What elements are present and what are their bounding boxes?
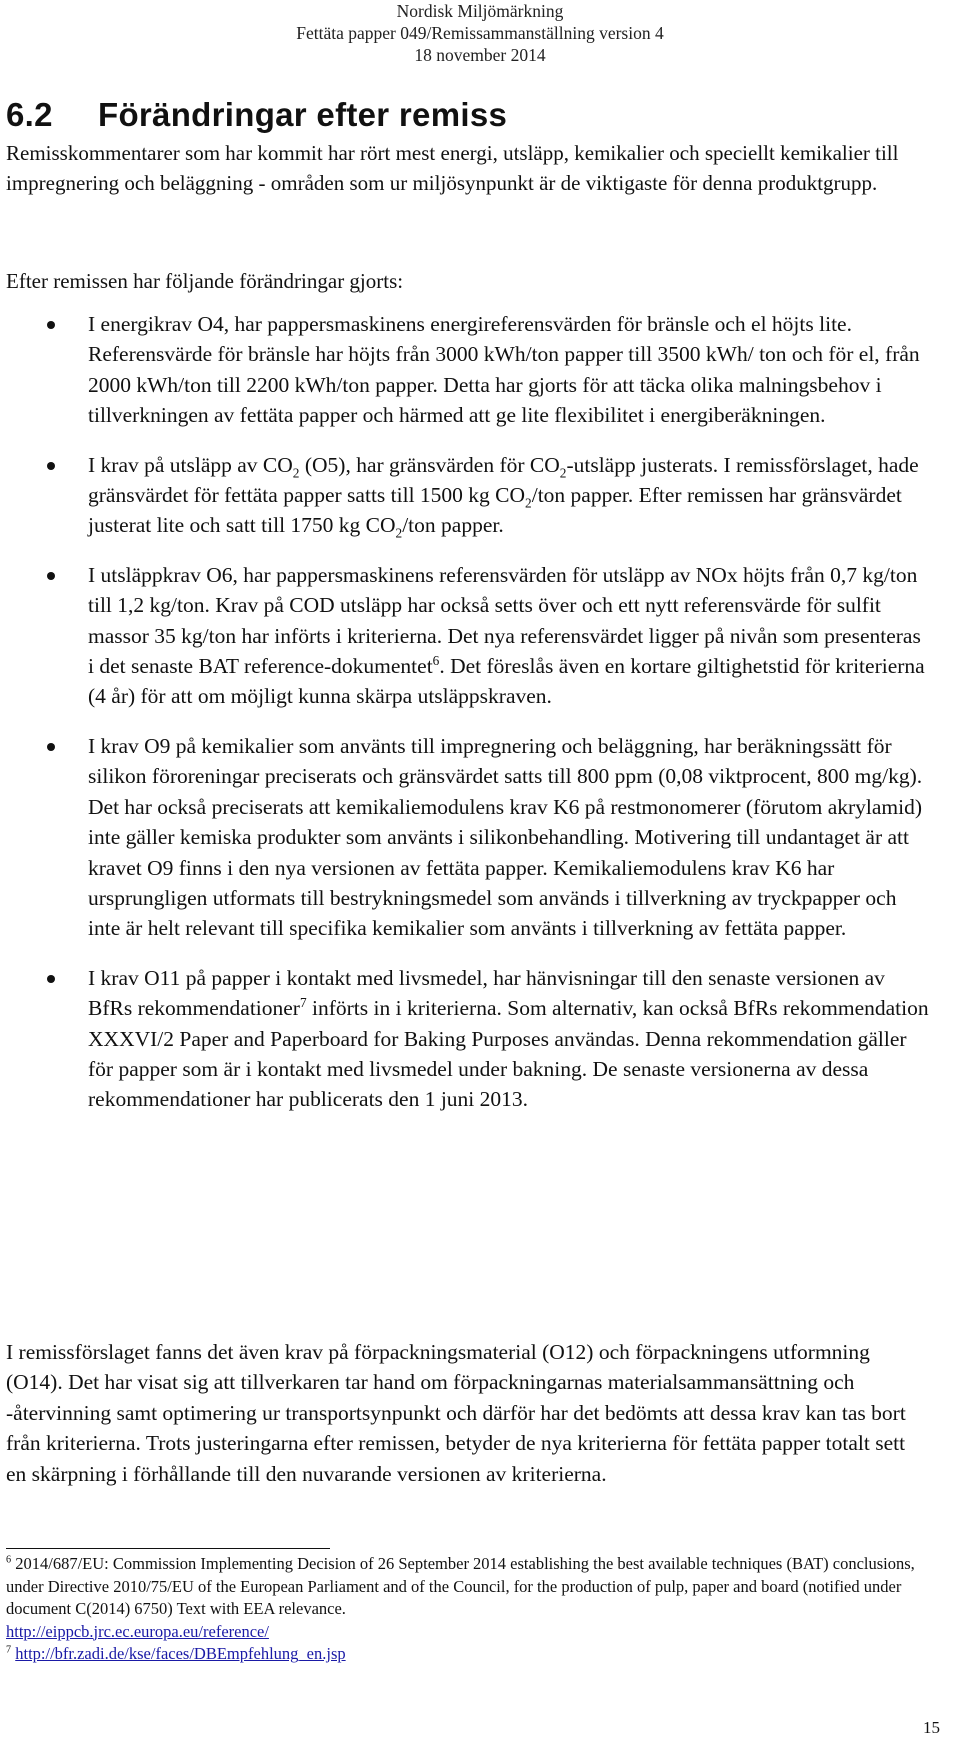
bullet-icon (47, 975, 55, 983)
footnote-7: $^7$ http://bfr.zadi.de/kse/faces/DBEmpfehlung_en.jsp (6, 1644, 346, 1663)
list-item (0, 450, 930, 541)
footnote-ref-7: 7 (299, 994, 307, 1010)
lead-paragraph: Efter remissen har följande förändringar gjorts: (6, 269, 404, 293)
bullet-icon (47, 743, 55, 751)
bullet-icon (47, 321, 55, 329)
footnotes (6, 1553, 931, 1666)
list-item-text: I energikrav O4, har pappersmaskinens energireferensvärden för bränsle och el höjts lite. Referensvärde för bränsle har höjts från 3000 kWh/ton papper till 3500 kWh/ ton och för el, från 2000 kWh/ton till 2200 kWh/ton papper. Detta har gjorts för att täcka olika malningsbehov i tillverkningen av fettäta papper och härmed att ge lite flexibilitet i energiberäkningen. (88, 312, 920, 428)
list-item-text: I krav O9 på kemikalier som använts till impregnering och beläggning, har beräkningssätt för silikon föroreningar preciserats och gränsvärdet satts till 800 ppm (0,08 viktprocent, 800 mg/kg). Det har också preciserats att kemikaliemodulens krav K6 på restmonomerer (förutom akrylamid) inte gäller kemiska produkter som använts i silikonbehandling. Motivering till undantaget är att kravet O9 finns i den nya versionen av fettäta papper. Kemikaliemodulens krav K6 har ursprungligen utformats till bestrykningsmedel som används i tillverkning av tryckpapper och inte är helt relevant till specifika kemikalier som använts i tillverkning av fettäta papper. (88, 733, 923, 941)
closing-paragraph: I remissförslaget fanns det även krav på förpackningsmaterial (O12) och förpackningens utformning (O14). Det har visat sig att tillverkaren tar hand om förpackningarnas materialsammansättning och -återvinning samt optimering ur transportsynpunkt och därför har det bedömts att dessa krav kan tas bort från kriterierna. Trots justeringarna efter remissen, betyder de nya kriterierna för fettäta papper totalt sett en skärpning i förhållande till den nuvarande versionen av kriterierna. (6, 1340, 906, 1486)
footnote-7-link[interactable]: http://bfr.zadi.de/kse/faces/DBEmpfehlung_en.jsp (15, 1644, 346, 1663)
bullet-icon (47, 462, 55, 470)
bullet-icon (47, 572, 55, 580)
list-item-text: I krav på utsläpp av $CO_2$ (O5), har gränsvärden för $CO_2$-utsläpp justerats. I remissförslaget, hade gränsvärdet för fettäta papper satts till 1500 kg $CO_2$/ton papper. Efter remissen har gränsvärdet justerat lite och satt till 1750 kg $CO_2$/ton papper. (88, 452, 919, 541)
changes-list (0, 309, 930, 1134)
footnote-6: $^6$ 2014/687/EU: Commission Implementing Decision of 26 September 2014 establishing the best available techniques (BAT) conclusions, under Directive 2010/75/EU of the European Parliament and of the Council, for the production of pulp, paper and board (notified under document C(2014) 6750) Text with EEA relevance. (6, 1554, 915, 1618)
footnote-divider (6, 1548, 330, 1549)
section-number: 6.2 (6, 96, 53, 133)
footnote-6-link[interactable]: http://eippcb.jrc.ec.europa.eu/reference/ (6, 1621, 269, 1641)
list-item (0, 731, 930, 944)
list-item (0, 309, 930, 431)
section-heading (6, 96, 507, 134)
list-item-text: I utsläppkrav O6, har pappersmaskinens referensvärden för utsläpp av NOx höjts från 0,7 kg/ton till 1,2 kg/ton. Krav på COD utsläpp har också setts över och ett nytt referensvärde för sulfit massor 35 kg/ton har införts i kriterierna. Det nya referensvärdet ligger på nivån som presenteras i det senaste BAT reference-dokumentet$^6$. Det föreslås även en kortare giltighetstid för kriterierna (4 år) för att om möjligt kunna skärpa utsläppskraven. (88, 562, 925, 709)
list-item (0, 560, 930, 712)
footnote-6-link-line (6, 1621, 931, 1644)
footnote-ref-6: 6 (432, 652, 440, 668)
header-document: Fettäta papper 049/Remissammanställning version 4 (296, 23, 664, 43)
intro-paragraph: Remisskommentarer som har kommit har rört mest energi, utsläpp, kemikalier och speciellt kemikalier till impregnering och beläggning - områden som ur miljösynpunkt är de viktigaste för denna produktgrupp. (6, 141, 899, 196)
section-title: Förändringar efter remiss (98, 96, 508, 133)
page-number: 15 (923, 1718, 940, 1737)
list-item (0, 963, 930, 1115)
list-item-text: I krav O11 på papper i kontakt med livsmedel, har hänvisningar till den senaste versionen av BfRs rekommendationer$^7$ införts in i kriterierna. Som alternativ, kan också BfRs rekommendation XXXVI/2 Paper and Paperboard for Baking Purposes användas. Denna rekommendation gäller för papper som är i kontakt med livsmedel under bakning. De senaste versionerna av dessa rekommendationer har publicerats den 1 juni 2013. (88, 965, 929, 1112)
page-header (0, 0, 960, 66)
header-date: 18 november 2014 (414, 45, 546, 65)
header-org: Nordisk Miljömärkning (396, 1, 564, 21)
